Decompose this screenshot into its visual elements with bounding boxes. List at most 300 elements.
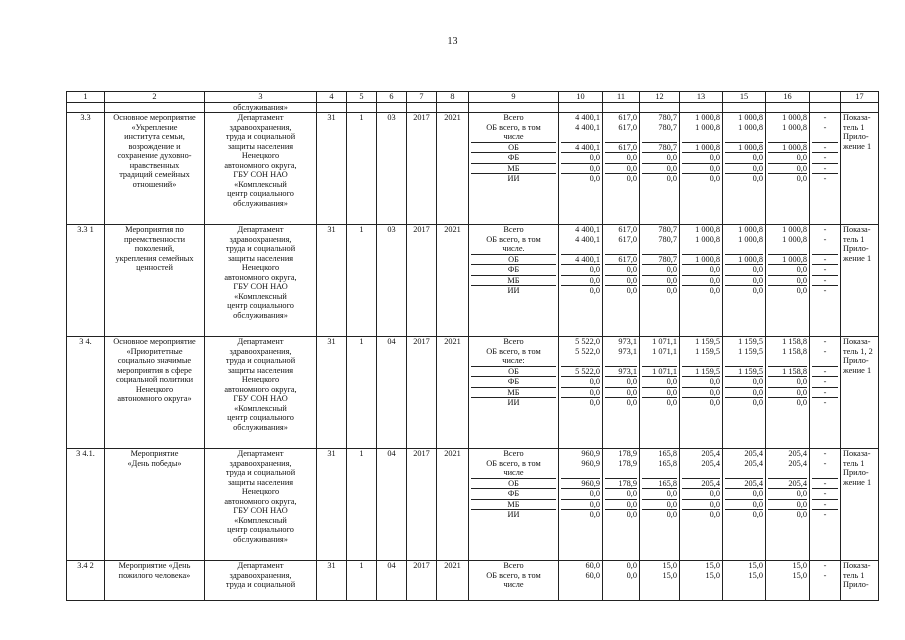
- cell-line: 5 522,0: [575, 337, 600, 346]
- table-cell: [680, 337, 723, 449]
- table-cell: 1: [347, 337, 377, 449]
- cell-line: Прило-: [843, 468, 869, 477]
- cell-line: 1 159,5: [738, 337, 763, 346]
- cell-line: мероприятия в сфере: [117, 365, 192, 375]
- cell-line: -: [823, 561, 827, 570]
- header-row: [67, 92, 879, 103]
- table-cell: [766, 225, 810, 337]
- cell-line: [725, 580, 763, 590]
- cell-line: -: [823, 113, 827, 122]
- cell-line: -: [812, 509, 838, 520]
- column-header: 6: [377, 92, 407, 103]
- cell-line: традиций семейных: [119, 170, 190, 179]
- cell-line: [725, 132, 763, 142]
- table-cell: [205, 113, 317, 225]
- cell-line: [605, 132, 637, 142]
- cell-line: 0,0: [682, 152, 720, 163]
- cell-line: ИИ: [471, 173, 556, 184]
- cell-line: центр социального: [227, 413, 294, 422]
- table-cell: [680, 449, 723, 561]
- cell-line: пожилого человека»: [118, 570, 191, 580]
- cell-line: [642, 468, 677, 478]
- cell-line: 1 000,8: [695, 234, 720, 244]
- cell-line: ФБ: [471, 488, 556, 499]
- cell-line: Показа-: [843, 113, 871, 122]
- table-cell: [723, 561, 766, 601]
- cell-line: ОБ всего, в том: [486, 234, 541, 244]
- cell-line: [812, 244, 838, 254]
- cell-line: 0,0: [768, 499, 807, 510]
- cell-line: 0,0: [626, 561, 637, 570]
- cell-line: ГБУ СОН НАО: [233, 282, 288, 291]
- cell-line: Ненецкого: [241, 151, 280, 160]
- cell-line: Показа-: [843, 225, 871, 234]
- column-header: 7: [407, 92, 437, 103]
- cell-line: 780,7: [658, 122, 677, 132]
- cell-line: 0,0: [768, 387, 807, 398]
- cell-line: -: [823, 449, 827, 458]
- cell-line: ИИ: [471, 285, 556, 296]
- table-cell: [766, 337, 810, 449]
- table-cell: [67, 102, 105, 113]
- cell-line: 0,0: [725, 488, 763, 499]
- table-cell: [603, 337, 640, 449]
- cell-line: ОБ всего, в том: [486, 122, 541, 132]
- cell-line: 1 000,8: [738, 225, 763, 234]
- table-cell: 31: [317, 449, 347, 561]
- cell-line: обслуживания»: [233, 198, 288, 208]
- table-cell: 2017: [407, 449, 437, 561]
- cell-line: [561, 356, 600, 366]
- cell-line: 960,9: [581, 458, 600, 468]
- table-cell: [205, 337, 317, 449]
- cell-line: 1 000,8: [738, 234, 763, 244]
- table-cell: [603, 113, 640, 225]
- cell-line: 0,0: [605, 499, 637, 510]
- table-cell: [469, 225, 559, 337]
- cell-line: труда и социальной: [225, 356, 296, 365]
- budget-table: [66, 91, 879, 601]
- cell-line: 0,0: [725, 376, 763, 387]
- cell-line: -: [812, 142, 838, 153]
- column-header: 13: [680, 92, 723, 103]
- cell-line: жение 1: [843, 141, 872, 151]
- table-cell: [105, 102, 205, 113]
- table-cell: 31: [317, 337, 347, 449]
- cell-line: 960,9: [561, 478, 600, 489]
- cell-line: обслуживания»: [233, 422, 288, 432]
- cell-line: 205,4: [682, 478, 720, 489]
- cell-line: числе.: [502, 244, 525, 253]
- cell-line: [768, 468, 807, 478]
- cell-line: 1 159,5: [682, 366, 720, 377]
- cell-line: -: [823, 570, 827, 580]
- cell-line: 1 159,5: [695, 346, 720, 356]
- cell-line: защиты населения: [227, 253, 294, 263]
- cell-line: Всего: [503, 337, 524, 346]
- cell-line: 205,4: [701, 458, 720, 468]
- cell-line: 4 400,1: [575, 225, 600, 234]
- table-cell: [766, 102, 810, 113]
- cell-line: 0,0: [682, 397, 720, 408]
- cell-line: 0,0: [768, 173, 807, 184]
- cell-line: [605, 468, 637, 478]
- cell-line: 0,0: [642, 152, 677, 163]
- table-cell: [347, 102, 377, 113]
- table-cell: [680, 102, 723, 113]
- table-cell: [680, 113, 723, 225]
- cell-line: труда и социальной: [225, 580, 296, 589]
- table-cell: [205, 225, 317, 337]
- continuation-row: [67, 102, 879, 113]
- cell-line: ОБ: [471, 142, 556, 153]
- cell-line: [642, 356, 677, 366]
- cell-line: [605, 580, 637, 590]
- cell-line: «День победы»: [127, 458, 182, 468]
- cell-line: 1 000,8: [782, 234, 807, 244]
- cell-line: автономного округа,: [224, 160, 297, 170]
- cell-line: 0,0: [561, 275, 600, 286]
- cell-line: защиты населения: [227, 365, 294, 375]
- cell-line: «Комплексный: [234, 515, 287, 525]
- cell-line: здравоохранения,: [229, 458, 292, 468]
- column-header: [810, 92, 841, 103]
- cell-line: 0,0: [561, 387, 600, 398]
- cell-line: Мероприятие «День: [118, 561, 191, 570]
- cell-line: 0,0: [725, 387, 763, 398]
- cell-line: Всего: [503, 449, 524, 458]
- table-row: [67, 337, 879, 449]
- cell-line: 0,0: [682, 275, 720, 286]
- cell-line: 15,0: [748, 570, 763, 580]
- cell-line: Показа-: [843, 561, 871, 570]
- cell-line: 1 000,8: [682, 142, 720, 153]
- column-header: 15: [723, 92, 766, 103]
- cell-line: -: [812, 387, 838, 398]
- table-cell: 03: [377, 225, 407, 337]
- cell-line: 780,7: [658, 234, 677, 244]
- cell-line: [561, 468, 600, 478]
- cell-line: [642, 580, 677, 590]
- table-cell: [603, 449, 640, 561]
- cell-line: автономного округа»: [117, 394, 192, 403]
- cell-line: 1 000,8: [768, 254, 807, 265]
- cell-line: 0,0: [768, 488, 807, 499]
- cell-line: ИИ: [471, 509, 556, 520]
- table-cell: [810, 102, 841, 113]
- table-cell: [640, 561, 680, 601]
- cell-line: [682, 580, 720, 590]
- cell-line: [812, 468, 838, 478]
- table-cell: [723, 225, 766, 337]
- cell-line: нравственных: [129, 160, 180, 170]
- cell-line: труда и социальной: [225, 468, 296, 477]
- cell-line: ФБ: [471, 264, 556, 275]
- cell-line: 1 158,8: [782, 337, 807, 346]
- cell-line: 0,0: [725, 509, 763, 520]
- cell-line: 15,0: [662, 561, 677, 570]
- cell-line: 205,4: [744, 449, 763, 458]
- cell-line: «Комплексный: [234, 179, 287, 189]
- cell-line: числе:: [502, 356, 525, 365]
- table-cell: [559, 102, 603, 113]
- cell-line: 0,0: [725, 285, 763, 296]
- cell-line: 1 159,5: [695, 337, 720, 346]
- cell-line: 1 000,8: [695, 225, 720, 234]
- cell-line: 0,0: [682, 264, 720, 275]
- cell-line: числе: [503, 468, 524, 477]
- cell-line: 0,0: [768, 163, 807, 174]
- cell-line: Департамент: [237, 337, 284, 346]
- cell-line: автономного округа,: [224, 272, 297, 282]
- cell-line: [682, 244, 720, 254]
- cell-line: [642, 244, 677, 254]
- cell-line: 205,4: [744, 458, 763, 468]
- cell-line: Департамент: [237, 225, 284, 234]
- cell-line: 0,0: [768, 376, 807, 387]
- cell-line: числе: [503, 132, 524, 141]
- cell-line: 0,0: [561, 397, 600, 408]
- cell-line: 617,0: [605, 142, 637, 153]
- table-cell: 3.3 1: [67, 225, 105, 337]
- cell-line: центр социального: [227, 189, 294, 198]
- cell-line: -: [812, 488, 838, 499]
- cell-line: 0,0: [725, 173, 763, 184]
- table-cell: 3 4.1.: [67, 449, 105, 561]
- cell-line: [642, 132, 677, 142]
- cell-line: 4 400,1: [575, 234, 600, 244]
- cell-line: «Приоритетные: [126, 346, 183, 356]
- cell-line: 15,0: [792, 561, 807, 570]
- cell-line: -: [812, 285, 838, 296]
- cell-line: Всего: [503, 113, 524, 122]
- cell-line: Ненецкого: [241, 487, 280, 496]
- cell-line: 4 400,1: [575, 122, 600, 132]
- cell-line: здравоохранения,: [229, 234, 292, 244]
- cell-line: социальной политики: [115, 375, 194, 384]
- cell-line: [682, 132, 720, 142]
- table-cell: [205, 449, 317, 561]
- table-cell: [680, 225, 723, 337]
- cell-line: института семьи,: [124, 132, 185, 141]
- cell-line: 617,0: [618, 225, 637, 234]
- page-number: 13: [447, 36, 458, 47]
- cell-line: 0,0: [605, 509, 637, 520]
- table-cell: [841, 561, 879, 601]
- cell-line: 1 158,8: [782, 346, 807, 356]
- table-cell: [810, 225, 841, 337]
- cell-line: -: [823, 234, 827, 244]
- cell-line: [725, 468, 763, 478]
- cell-line: 780,7: [642, 254, 677, 265]
- cell-line: 0,0: [682, 285, 720, 296]
- cell-line: [768, 244, 807, 254]
- cell-line: здравоохранения,: [229, 346, 292, 356]
- cell-line: 0,0: [768, 285, 807, 296]
- cell-line: 960,9: [581, 449, 600, 458]
- cell-line: 0,0: [605, 264, 637, 275]
- cell-line: автономного округа,: [224, 384, 297, 394]
- cell-line: 1 000,8: [738, 113, 763, 122]
- table-cell: [559, 113, 603, 225]
- cell-line: 0,0: [561, 509, 600, 520]
- cell-line: МБ: [471, 275, 556, 286]
- cell-line: МБ: [471, 387, 556, 398]
- table-cell: [680, 561, 723, 601]
- cell-line: -: [812, 478, 838, 489]
- cell-line: 0,0: [642, 499, 677, 510]
- cell-line: 1 159,5: [738, 346, 763, 356]
- column-header: 9: [469, 92, 559, 103]
- cell-line: 0,0: [605, 387, 637, 398]
- cell-line: [561, 132, 600, 142]
- cell-line: центр социального: [227, 301, 294, 310]
- cell-line: Основное мероприятие: [113, 337, 196, 346]
- cell-line: ФБ: [471, 152, 556, 163]
- table-cell: 04: [377, 561, 407, 601]
- table-cell: 3 4.: [67, 337, 105, 449]
- table-cell: [469, 337, 559, 449]
- table-cell: [437, 102, 469, 113]
- cell-line: 780,7: [658, 225, 677, 234]
- cell-line: 4 400,1: [561, 254, 600, 265]
- column-header: 3: [205, 92, 317, 103]
- cell-line: Прило-: [843, 580, 869, 589]
- cell-line: -: [812, 264, 838, 275]
- cell-line: [725, 356, 763, 366]
- cell-line: 0,0: [561, 173, 600, 184]
- table-cell: 2021: [437, 337, 469, 449]
- table-cell: [841, 113, 879, 225]
- table-cell: [766, 449, 810, 561]
- table-cell: [105, 561, 205, 601]
- table-cell: [841, 449, 879, 561]
- cell-line: [812, 132, 838, 142]
- table-cell: [841, 337, 879, 449]
- cell-line: 0,0: [768, 509, 807, 520]
- cell-line: 15,0: [705, 570, 720, 580]
- table-cell: [105, 225, 205, 337]
- cell-line: Прило-: [843, 132, 869, 141]
- table-cell: [810, 561, 841, 601]
- cell-line: Прило-: [843, 244, 869, 253]
- cell-line: [682, 468, 720, 478]
- table-cell: обслуживания»: [205, 102, 317, 113]
- cell-line: 4 400,1: [575, 113, 600, 122]
- table-cell: 1: [347, 225, 377, 337]
- cell-line: 0,0: [626, 570, 637, 580]
- cell-line: Прило-: [843, 356, 869, 365]
- column-header: 17: [841, 92, 879, 103]
- table-cell: [559, 337, 603, 449]
- cell-line: тель 1: [843, 122, 865, 132]
- cell-line: 0,0: [682, 499, 720, 510]
- cell-line: 5 522,0: [561, 366, 600, 377]
- cell-line: ФБ: [471, 376, 556, 387]
- cell-line: «Комплексный: [234, 291, 287, 301]
- cell-line: числе: [503, 580, 524, 589]
- table-cell: 3.4 2: [67, 561, 105, 601]
- cell-line: 15,0: [662, 570, 677, 580]
- cell-line: ОБ: [471, 254, 556, 265]
- cell-line: Департамент: [237, 561, 284, 570]
- table-cell: [640, 102, 680, 113]
- cell-line: 15,0: [705, 561, 720, 570]
- cell-line: МБ: [471, 499, 556, 510]
- table-cell: [469, 449, 559, 561]
- cell-line: Основное мероприятие: [113, 113, 196, 122]
- cell-line: 0,0: [682, 173, 720, 184]
- cell-line: обслуживания»: [233, 534, 288, 544]
- cell-line: 973,1: [618, 337, 637, 346]
- cell-line: обслуживания»: [233, 310, 288, 320]
- cell-line: -: [812, 275, 838, 286]
- cell-line: 0,0: [682, 509, 720, 520]
- cell-line: возрождение и: [128, 141, 181, 151]
- table-cell: 04: [377, 449, 407, 561]
- column-header: 11: [603, 92, 640, 103]
- cell-line: 0,0: [725, 163, 763, 174]
- cell-line: 60,0: [585, 561, 600, 570]
- cell-line: Ненецкого: [241, 263, 280, 272]
- table-cell: [810, 337, 841, 449]
- table-cell: 2021: [437, 561, 469, 601]
- column-header: 12: [640, 92, 680, 103]
- table-cell: [640, 337, 680, 449]
- cell-line: 0,0: [642, 488, 677, 499]
- cell-line: 1 158,8: [768, 366, 807, 377]
- table-cell: [469, 113, 559, 225]
- cell-line: 617,0: [618, 122, 637, 132]
- cell-line: 205,4: [788, 449, 807, 458]
- table-cell: [559, 561, 603, 601]
- cell-line: 5 522,0: [575, 346, 600, 356]
- cell-line: 1 000,8: [695, 122, 720, 132]
- cell-line: 617,0: [618, 113, 637, 122]
- table-row: [67, 225, 879, 337]
- cell-line: 0,0: [725, 264, 763, 275]
- cell-line: 205,4: [701, 449, 720, 458]
- cell-line: 0,0: [768, 264, 807, 275]
- cell-line: 973,1: [618, 346, 637, 356]
- cell-line: жение 1: [843, 365, 872, 375]
- cell-line: 1 000,8: [738, 122, 763, 132]
- cell-line: ценностей: [136, 263, 173, 272]
- cell-line: отношений»: [132, 179, 177, 189]
- table-cell: [723, 113, 766, 225]
- cell-line: 0,0: [682, 387, 720, 398]
- cell-line: автономного округа,: [224, 496, 297, 506]
- cell-line: -: [812, 173, 838, 184]
- cell-line: 0,0: [725, 397, 763, 408]
- cell-line: 165,8: [658, 449, 677, 458]
- cell-line: 0,0: [642, 173, 677, 184]
- table-cell: [559, 225, 603, 337]
- table-cell: [723, 102, 766, 113]
- table-cell: [105, 449, 205, 561]
- cell-line: 0,0: [561, 163, 600, 174]
- cell-line: защиты населения: [227, 141, 294, 151]
- cell-line: 0,0: [561, 499, 600, 510]
- cell-line: -: [812, 397, 838, 408]
- cell-line: Показа-: [843, 449, 871, 458]
- cell-line: 178,9: [605, 478, 637, 489]
- cell-line: 973,1: [605, 366, 637, 377]
- cell-line: 0,0: [725, 499, 763, 510]
- table-cell: [407, 102, 437, 113]
- cell-line: 0,0: [561, 488, 600, 499]
- table-cell: 2017: [407, 561, 437, 601]
